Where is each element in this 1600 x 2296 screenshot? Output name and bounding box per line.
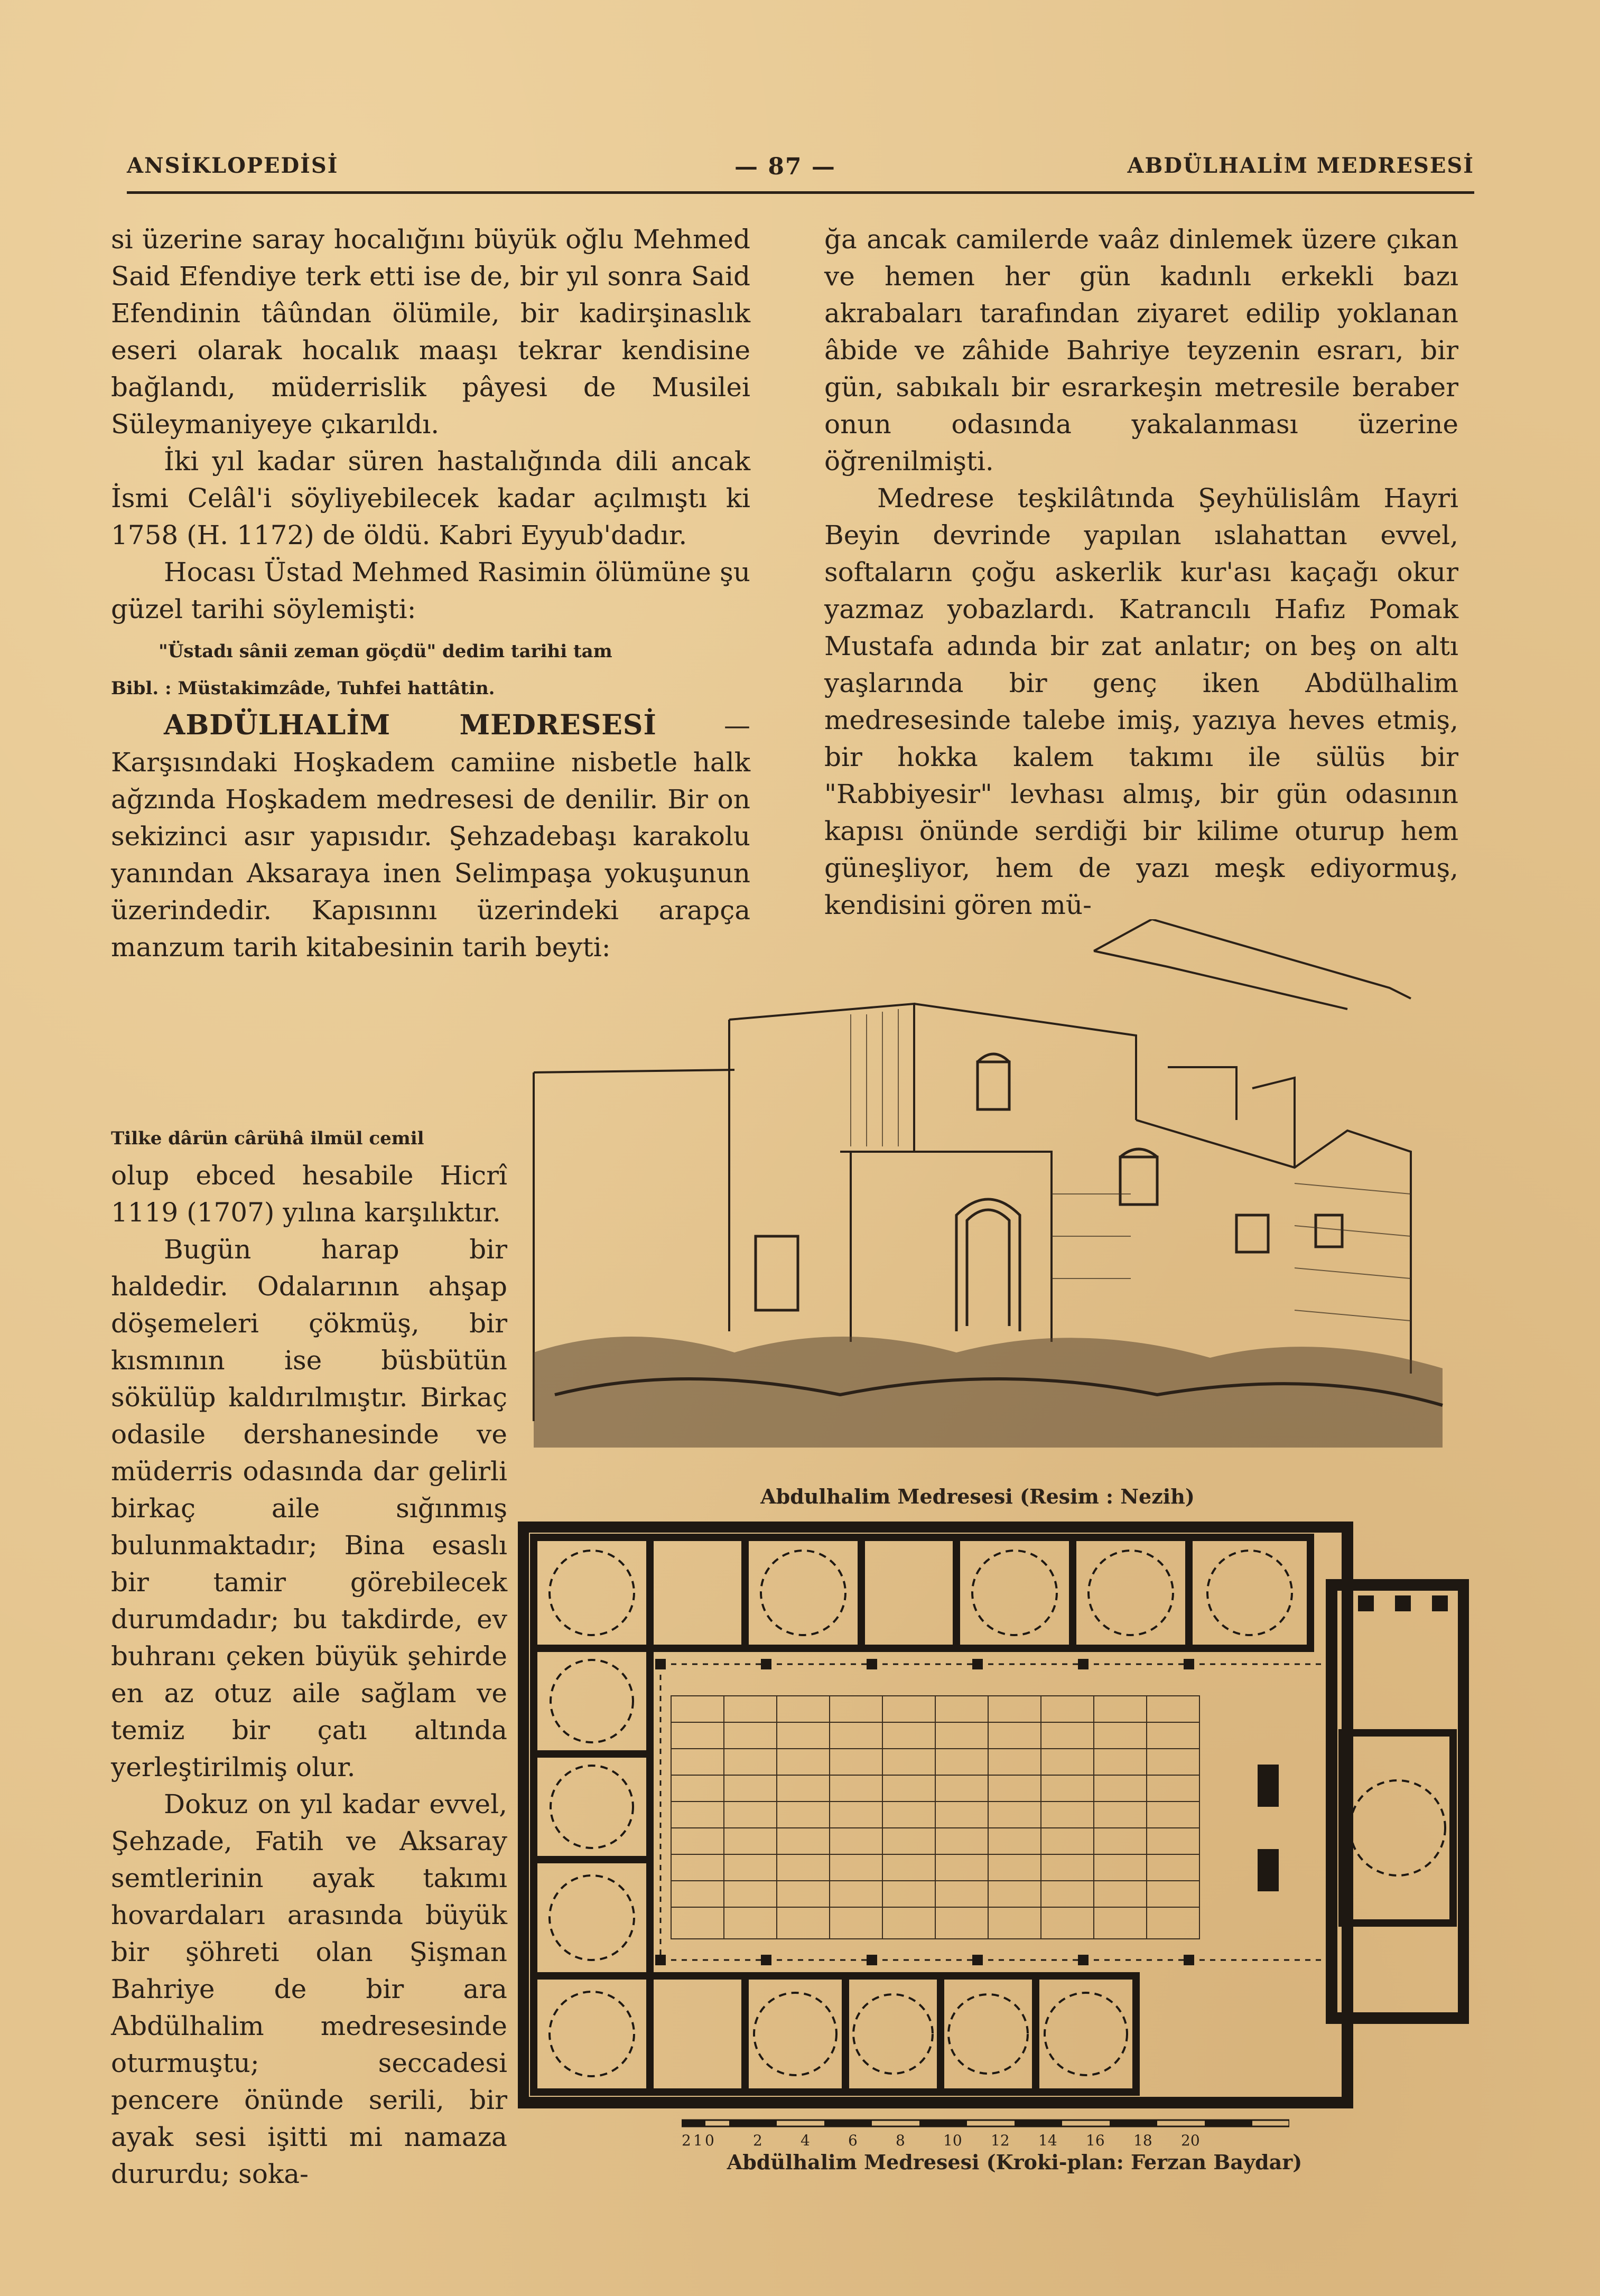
scale-label: 6 bbox=[848, 2132, 858, 2149]
quote: "Üstadı sânii zeman göçdü" dedim tarihi tam bbox=[159, 641, 612, 662]
floor-plan-image bbox=[518, 1522, 1469, 2113]
page-number: — 87 — bbox=[734, 153, 836, 180]
scale-label: 18 bbox=[1133, 2132, 1152, 2149]
bibliography: Bibl. : Müstakimzâde, Tuhfei hattâtin. bbox=[111, 678, 495, 699]
scale-label: 20 bbox=[1181, 2132, 1200, 2149]
plan-caption: Abdülhalim Medresesi (Kroki-plan: Ferzan Baydar) bbox=[727, 2150, 1303, 2174]
scale-label: 2 bbox=[682, 2132, 691, 2149]
scale-label: 12 bbox=[991, 2132, 1010, 2149]
paragraph: Bugün harap bir haldedir. Odalarının ahşap döşemeleri çökmüş, bir kısmının ise büsbütün sökülüp kaldırılmıştır. Birkaç odasile dershanesinde ve müderris odasında dar gelirli birkaç aile sığınmış bulunmaktadır; Bina esaslı bir tamir görebilecek durumdadır; bu takdirde, ev buhranı çeken büyük şehirde en az otuz aile sağlam ve temiz bir çatı altında yerleştirilmiş olur. bbox=[111, 1234, 507, 1782]
scale-label: 1 bbox=[693, 2132, 703, 2149]
scale-label: 16 bbox=[1086, 2132, 1105, 2149]
paragraph: İki yıl kadar süren hastalığında dili ancak İsmi Celâl'i söyliyebilecek kadar açılmıştı ki 1758 (H. 1172) de öldü. Kabri Eyyub'dadır. bbox=[111, 446, 750, 550]
article-intro: — Karşısındaki Hoşkadem camiine nisbetle halk ağzında Hoşkadem medresesi de denilir. Bir on sekizinci asır yapısıdır. Şehzadebaşı karakolu yanından Aksaraya inen Selimpaşa yokuşunun üzerindedir. Kapısınnı üzerindeki arapça manzum tarih kitabesinin tarih beyti: bbox=[111, 710, 750, 963]
article-title: ABDÜLHALİM MEDRESESİ bbox=[164, 709, 657, 741]
sketch-caption: Abdulhalim Medresesi (Resim : Nezih) bbox=[760, 1485, 1195, 1508]
paragraph: ğa ancak camilerde vaâz dinlemek üzere çıkan ve hemen her gün kadınlı erkekli bazı akrabaları tarafından ziyaret edilip yoklanan âbide ve zâhide Bahriye teyzenin esrarı, bir gün, sabıkalı bir esrarkeşin metresile beraber onun odasında yakalanması üzerine öğrenilmişti. bbox=[824, 224, 1458, 477]
header-rule bbox=[127, 191, 1474, 194]
paragraph: Medrese teşkilâtında Şeyhülislâm Hayri Beyin devrinde yapılan ıslahattan evvel, softaların çoğu askerlik kur'ası kaçağı okur yazmaz yobazlardı. Katrancılı Hafız Pomak Mustafa adında bir zat anlatır; on beş on altı yaşlarında bir genç iken Abdülhalim medresesinde talebe imiş, yazıya heves etmiş, bir hokka kalem takımı ile sülüs bir "Rabbiyesir" levhası almış, bir gün odasının kapısı önünde serdiği bir kilime oturup hem güneşliyor, hem de yazı meşk ediyormuş, kendisini gören mü- bbox=[824, 483, 1458, 920]
building-sketch-image bbox=[523, 919, 1453, 1474]
quote: Tilke dârün cârühâ ilmül cemil bbox=[111, 1128, 424, 1149]
header-right: ABDÜLHALİM MEDRESESİ bbox=[1127, 153, 1474, 178]
scale-label: 14 bbox=[1038, 2132, 1057, 2149]
header-left: ANSİKLOPEDİSİ bbox=[127, 153, 339, 178]
plan-scale-bar bbox=[682, 2116, 1289, 2153]
running-header bbox=[127, 153, 1474, 185]
paragraph: olup ebced hesabile Hicrî 1119 (1707) yılına karşılıktır. bbox=[111, 1160, 507, 1228]
scale-label: 4 bbox=[801, 2132, 810, 2149]
left-column bbox=[111, 221, 750, 966]
paragraph: Hocası Üstad Mehmed Rasimin ölümüne şu güzel tarihi söylemişti: bbox=[111, 557, 750, 624]
scale-labels bbox=[682, 2132, 1289, 2151]
paragraph: si üzerine saray hocalığını büyük oğlu Mehmed Said Efendiye terk etti ise de, bir yıl sonra Said Efendinin tâûndan ölümile, bir kadirşinaslık eseri olarak hocalık maaşı tekrar kendisine bağlandı, müderrislik pâyesi de Musilei Süleymaniyeye çıkarıldı. bbox=[111, 224, 750, 440]
scale-ruler bbox=[682, 2116, 1289, 2132]
scale-label: 10 bbox=[943, 2132, 962, 2149]
scale-label: 8 bbox=[896, 2132, 905, 2149]
paragraph: Dokuz on yıl kadar evvel, Şehzade, Fatih ve Aksaray semtlerinin ayak takımı hovardaları arasında büyük bir şöhreti olan Şişman Bahriye de bir ara Abdülhalim medresesinde oturmuştu; seccadesi pencere önünde serili, bir ayak sesi işitti mi namaza dururdu; soka- bbox=[111, 1789, 507, 2189]
scale-label: 2 bbox=[753, 2132, 762, 2149]
left-column-narrow bbox=[111, 1115, 507, 2192]
right-column bbox=[824, 221, 1458, 923]
scale-label: 0 bbox=[705, 2132, 714, 2149]
